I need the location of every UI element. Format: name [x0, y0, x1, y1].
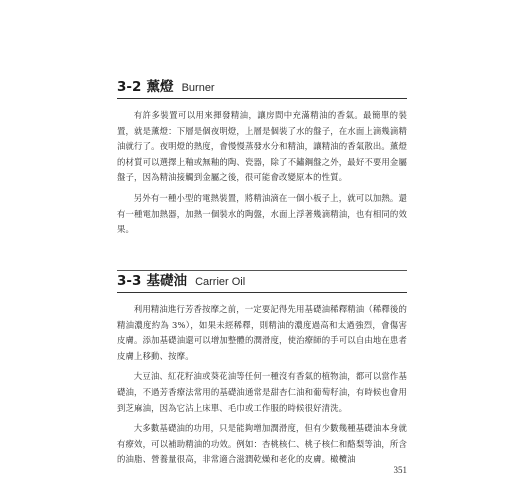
paragraph: 另外有一種小型的電熱裝置，將精油滴在一個小板子上，就可以加熱。還有一種電加熱器，加熱一個裝水的陶盤，水面上浮著幾滴精油，也有相同的效果。	[117, 192, 407, 235]
page-number: 351	[393, 465, 407, 475]
section-burner	[117, 76, 407, 243]
section-heading-burner	[117, 76, 407, 99]
section-title-zh: 薰燈	[146, 79, 174, 95]
section-title-zh: 基礎油	[146, 273, 187, 289]
paragraph: 大豆油、紅花籽油或葵花油等任何一種沒有香氣的植物油，都可以當作基礎油，不過芳香療法常用的基礎油通常是甜杏仁油和葡萄籽油，有時候也會用到芝麻油，因為它沾上床單、毛巾或工作服的時候很好清洗。	[117, 371, 407, 413]
section-title-en: Carrier Oil	[195, 276, 246, 288]
section-title-en: Burner	[181, 82, 215, 94]
paragraph: 大多數基礎油的功用，只是能夠增加潤滑度，但有少數幾種基礎油本身就有療效，可以補助精油的功效。例如：杏桃核仁、桃子核仁和酪梨等油，所含的油脂、營養量很高，非常適合滋潤乾燥和老化的皮膚。橄欖油	[117, 423, 407, 465]
section-heading-carrier-oil	[117, 270, 407, 293]
section-number: 3-2	[117, 79, 142, 95]
paragraph: 有許多裝置可以用來揮發精油，讓房間中充滿精油的香氣。最簡單的裝置，就是薰燈：下層是個夜明燈，上層是個裝了水的盤子，在水面上滴幾滴精油就行了。夜明燈的熱度，會慢慢蒸發水分和精油，讓精油的香氣散出。薰燈的材質可以選擇上釉或無釉的陶、瓷器，除了不鏽鋼盤之外，最好不要用金屬盤子，因為精油接觸到金屬之後，很可能會改變原本的性質。	[117, 110, 407, 183]
paragraph: 利用精油進行芳香按摩之前，一定要記得先用基礎油稀釋精油（稀釋後的精油濃度約為 3%），如果未經稀釋，則精油的濃度過高和太過強烈，會傷害皮膚。添加基礎油還可以增加整體的潤滑度，使治療師的手可以自由地在患者皮膚上移動、按摩。	[117, 304, 407, 361]
heading-top-rule	[117, 270, 407, 271]
section-carrier-oil	[117, 270, 407, 473]
section-number: 3-3	[117, 273, 142, 289]
